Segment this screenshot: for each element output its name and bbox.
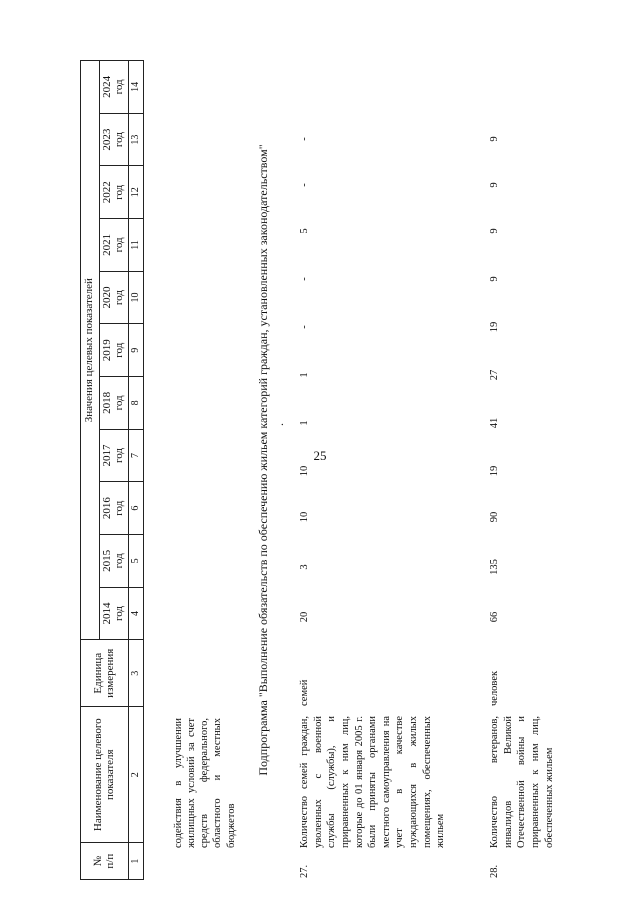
row-value: 5: [299, 228, 310, 234]
column-number: 14: [129, 61, 144, 114]
column-number: 4: [129, 587, 144, 640]
row-value: 3: [299, 564, 310, 570]
row-value: 19: [489, 465, 500, 477]
row-value: 1: [299, 420, 310, 426]
header-year-2019: [100, 324, 129, 377]
rotated-sheet: [80, 60, 620, 880]
column-number: 9: [129, 324, 144, 377]
row-value: 90: [489, 511, 500, 523]
row-number: 27.: [299, 864, 310, 878]
row-value: -: [299, 137, 310, 141]
header-year-unit: год: [113, 553, 125, 569]
row-value: 19: [489, 321, 500, 333]
header-unit: Единица измерения: [81, 640, 129, 707]
row-value: -: [299, 277, 310, 281]
column-number: 6: [129, 482, 144, 535]
header-year-2020: [100, 271, 129, 324]
column-number: 3: [129, 640, 144, 707]
header-values-group: Значения целевых показателей: [81, 61, 100, 640]
row-value: 10: [299, 511, 310, 523]
header-year-unit: год: [113, 342, 125, 358]
row-value: 41: [489, 417, 500, 429]
column-number: 11: [129, 219, 144, 272]
header-year-value: 2024: [101, 75, 114, 98]
header-year-unit: год: [113, 132, 125, 148]
column-number: 8: [129, 377, 144, 430]
header-year-unit: год: [113, 395, 125, 411]
column-number: 1: [129, 843, 144, 880]
row-unit: человек: [489, 670, 500, 706]
column-number: 10: [129, 271, 144, 324]
header-year-2023: [100, 113, 129, 166]
row-value: 9: [489, 228, 500, 234]
header-year-unit: год: [113, 290, 125, 306]
subprogram-title: Подпрограмма "Выполнение обязательств по обеспечению жильем категорий граждан, установленных законодательством": [256, 144, 270, 776]
header-year-value: 2022: [101, 181, 114, 204]
header-year-value: 2020: [101, 286, 114, 309]
header-year-2024: [100, 61, 129, 114]
header-year-unit: год: [113, 237, 125, 253]
row-value: 20: [299, 611, 310, 623]
header-year-unit: год: [113, 605, 125, 621]
column-number: 12: [129, 166, 144, 219]
header-year-2017: [100, 429, 129, 482]
stray-mark: .: [272, 423, 286, 426]
header-year-unit: год: [113, 184, 125, 200]
header-year-2021: [100, 219, 129, 272]
header-year-value: 2014: [101, 602, 114, 625]
row-value: -: [299, 325, 310, 329]
header-year-unit: год: [113, 79, 125, 95]
row-indicator-name: Количество семей граждан, уволенных с военной службы (службы), и приравненных к ним лиц, которые до 01 января 2005 г. были приняты органами местного самоуправления на учет в качестве нуждающихся в жилых помещениях, обеспеченных жильем: [299, 716, 447, 848]
header-year-2016: [100, 482, 129, 535]
row-value: 10: [299, 465, 310, 477]
row-value: 27: [489, 369, 500, 381]
header-year-unit: год: [113, 448, 125, 464]
row-value: 1: [299, 372, 310, 378]
header-year-value: 2021: [101, 233, 114, 256]
header-year-value: 2017: [101, 444, 114, 467]
header-year-unit: год: [113, 500, 125, 516]
row-value: -: [299, 183, 310, 187]
row-value: 66: [489, 611, 500, 623]
column-number: 7: [129, 429, 144, 482]
header-year-value: 2018: [101, 391, 114, 414]
header-year-value: 2015: [101, 549, 114, 572]
row-value: 9: [489, 182, 500, 188]
column-number: 2: [129, 707, 144, 843]
header-year-2022: [100, 166, 129, 219]
column-number: 13: [129, 113, 144, 166]
row-value: 135: [489, 559, 500, 575]
header-year-value: 2016: [101, 497, 114, 520]
header-year-2014: [100, 587, 129, 640]
row-number: 28.: [489, 864, 500, 878]
header-year-2015: [100, 535, 129, 588]
header-name: Наименование целевого показателя: [81, 707, 129, 843]
page-number: 25: [313, 448, 327, 463]
row-value: 9: [489, 136, 500, 142]
header-no: № п/п: [81, 843, 129, 880]
indicator-table: [80, 60, 144, 880]
header-year-value: 2019: [101, 339, 114, 362]
header-year-value: 2023: [101, 128, 114, 151]
row-unit: семей: [299, 679, 310, 706]
column-number: 5: [129, 535, 144, 588]
header-year-2018: [100, 377, 129, 430]
row-value: 9: [489, 276, 500, 282]
row-indicator-name: Количество ветеранов, инвалидов Великой Отечественной войны и приравненных к ним лиц, обеспеченных жильем: [489, 716, 555, 848]
continuation-text: содействия в улучшении жилищных условий за счет средств федерального, областного и местных бюджетов: [173, 718, 237, 848]
